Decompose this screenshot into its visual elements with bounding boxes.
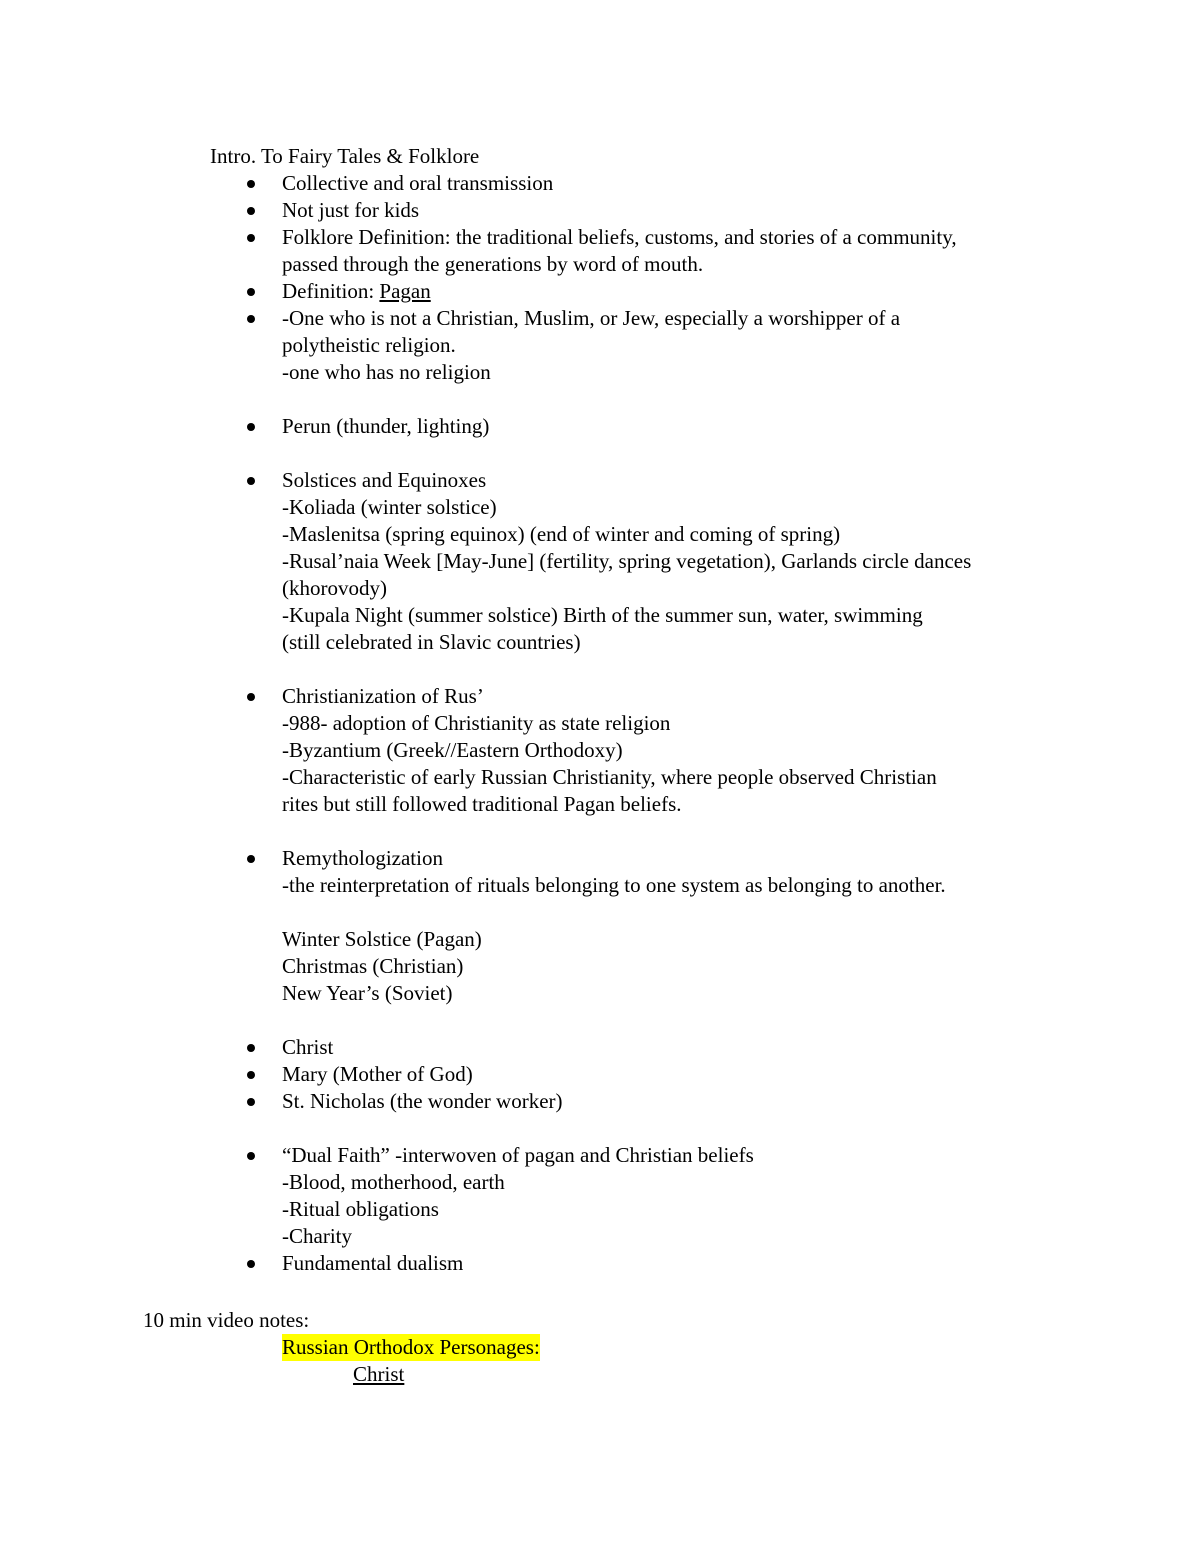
list-item-text: Winter Solstice (Pagan) bbox=[282, 927, 482, 951]
list-item-text: (still celebrated in Slavic countries) bbox=[282, 630, 581, 654]
list-item-text: -One who is not a Christian, Muslim, or Jew, especially a worshipper of a bbox=[282, 306, 901, 330]
list-item bbox=[0, 683, 1200, 818]
list-item bbox=[0, 224, 1200, 278]
spacer bbox=[0, 386, 1200, 413]
subheading-christ: Christ bbox=[353, 1362, 405, 1386]
notes-list bbox=[0, 170, 1200, 1277]
list-item-text: -988- adoption of Christianity as state religion bbox=[282, 711, 671, 735]
list-item bbox=[0, 467, 1200, 656]
video-notes-label: 10 min video notes: bbox=[143, 1308, 310, 1332]
list-item-text: Mary (Mother of God) bbox=[282, 1062, 473, 1086]
list-item-text: polytheistic religion. bbox=[282, 333, 456, 357]
list-item bbox=[0, 1142, 1200, 1250]
list-item-text: -one who has no religion bbox=[282, 360, 491, 384]
list-item-text: Christianization of Rus’ bbox=[282, 684, 484, 708]
list-item-text: St. Nicholas (the wonder worker) bbox=[282, 1089, 563, 1113]
list-item-text: Christ bbox=[282, 1035, 334, 1059]
list-item-text: -Byzantium (Greek//Eastern Orthodoxy) bbox=[282, 738, 623, 762]
list-item-text: Collective and oral transmission bbox=[282, 171, 554, 195]
list-item bbox=[0, 413, 1200, 440]
list-item-text: Solstices and Equinoxes bbox=[282, 468, 487, 492]
list-item-text: Perun (thunder, lighting) bbox=[282, 414, 490, 438]
page-title: Intro. To Fairy Tales & Folklore bbox=[210, 144, 480, 168]
list-item-text: Remythologization bbox=[282, 846, 443, 870]
list-item-text: passed through the generations by word of mouth. bbox=[282, 252, 704, 276]
list-item bbox=[0, 170, 1200, 197]
list-item bbox=[0, 1034, 1200, 1061]
blank-line bbox=[282, 899, 1200, 926]
list-item bbox=[0, 197, 1200, 224]
list-item-text: “Dual Faith” -interwoven of pagan and Christian beliefs bbox=[282, 1143, 754, 1167]
spacer bbox=[0, 656, 1200, 683]
list-item-text: -Charity bbox=[282, 1224, 352, 1248]
highlighted-heading: Russian Orthodox Personages: bbox=[282, 1335, 540, 1359]
spacer bbox=[0, 818, 1200, 845]
list-item-text: -Ritual obligations bbox=[282, 1197, 439, 1221]
list-item-text: New Year’s (Soviet) bbox=[282, 981, 453, 1005]
spacer bbox=[0, 1007, 1200, 1034]
list-item bbox=[0, 1088, 1200, 1115]
list-item bbox=[0, 1061, 1200, 1088]
definition-prefix: Definition: bbox=[282, 279, 380, 303]
definition-line bbox=[282, 278, 1200, 305]
spacer bbox=[0, 440, 1200, 467]
list-item bbox=[0, 1250, 1200, 1277]
list-item-text: rites but still followed traditional Pagan beliefs. bbox=[282, 792, 682, 816]
list-item-text: -Kupala Night (summer solstice) Birth of the summer sun, water, swimming bbox=[282, 603, 923, 627]
list-item-text: -Characteristic of early Russian Christianity, where people observed Christian bbox=[282, 765, 937, 789]
list-item-text: -Blood, motherhood, earth bbox=[282, 1170, 505, 1194]
list-item-text: -Maslenitsa (spring equinox) (end of winter and coming of spring) bbox=[282, 522, 841, 546]
list-item-text: Folklore Definition: the traditional beliefs, customs, and stories of a community, bbox=[282, 225, 957, 249]
definition-term: Pagan bbox=[379, 279, 431, 303]
list-item-text: -Koliada (winter solstice) bbox=[282, 495, 497, 519]
list-item-text: -the reinterpretation of rituals belonging to one system as belonging to another. bbox=[282, 873, 946, 897]
list-item-text: (khorovody) bbox=[282, 576, 387, 600]
list-item bbox=[0, 305, 1200, 386]
list-item bbox=[0, 278, 1200, 305]
list-item-text: -Rusal’naia Week [May-June] (fertility, spring vegetation), Garlands circle dances bbox=[282, 549, 972, 573]
list-item-text: Not just for kids bbox=[282, 198, 420, 222]
spacer bbox=[0, 1115, 1200, 1142]
list-item-text: Fundamental dualism bbox=[282, 1251, 464, 1275]
list-item bbox=[0, 845, 1200, 1007]
list-item-text: Christmas (Christian) bbox=[282, 954, 464, 978]
